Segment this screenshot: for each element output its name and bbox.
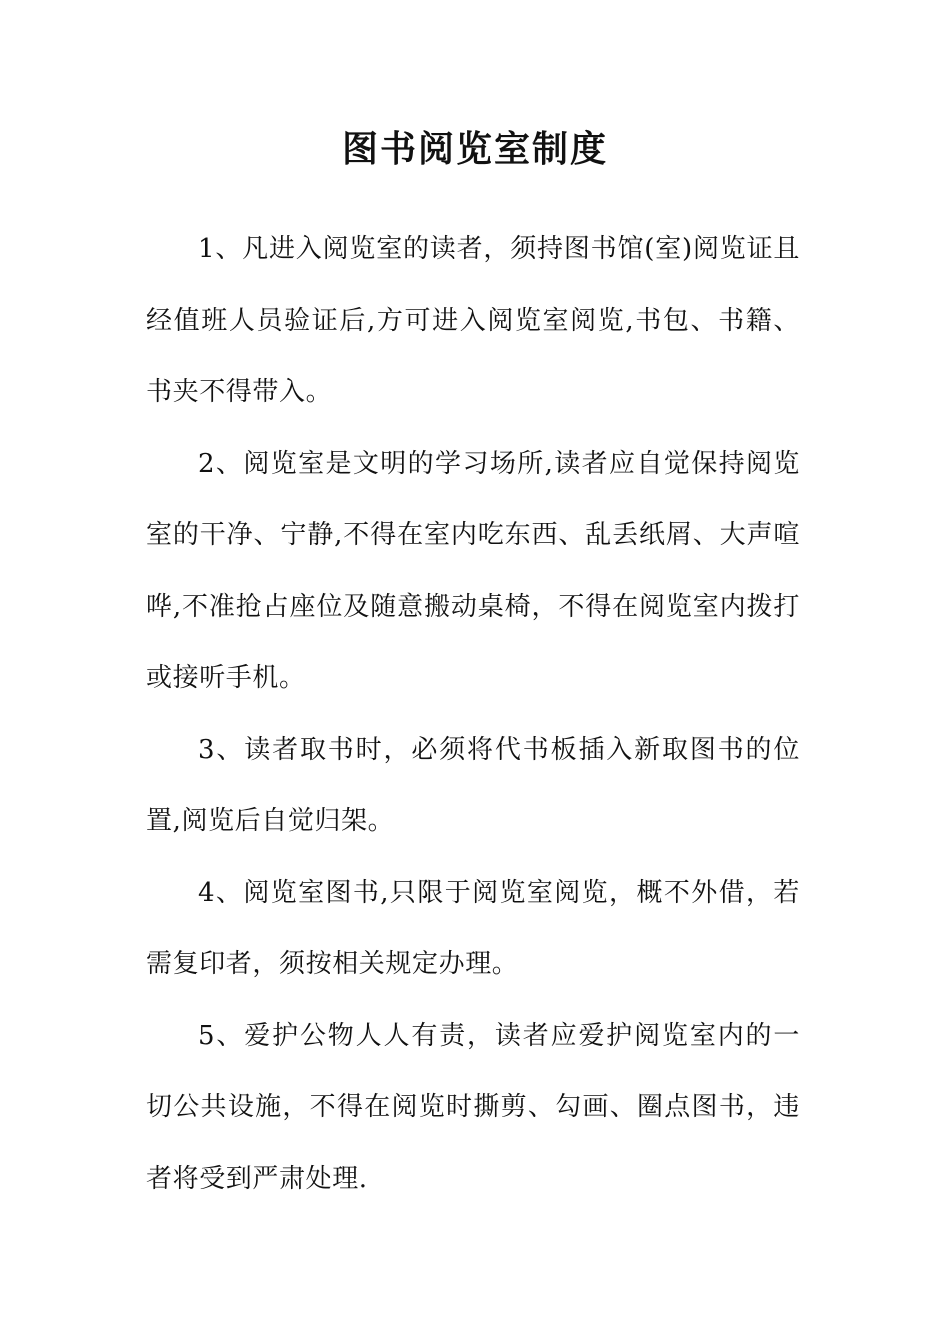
document-body: [146, 214, 800, 1215]
rule-paragraph-4: 4、阅览室图书,只限于阅览室阅览，概不外借，若需复印者，须按相关规定办理。: [146, 877, 800, 979]
rule-paragraph-2: 2、阅览室是文明的学习场所,读者应自觉保持阅览室的干净、宁静,不得在室内吃东西、乱丢纸屑、大声喧哗,不准抢占座位及随意搬动桌椅，不得在阅览室内拨打或接听手机。: [146, 448, 800, 693]
page-title: 图书阅览室制度: [341, 129, 608, 170]
rule-paragraph-1: 1、凡进入阅览室的读者，须持图书馆(室)阅览证且经值班人员验证后,方可进入阅览室阅览,书包、书籍、书夹不得带入。: [146, 234, 800, 407]
rule-paragraph-3: 3、读者取书时，必须将代书板插入新取图书的位置,阅览后自觉归架。: [146, 734, 800, 836]
rule-paragraph-5: 5、爱护公物人人有责，读者应爱护阅览室内的一切公共设施，不得在阅览时撕剪、勾画、圈点图书，违者将受到严肃处理.: [146, 1020, 800, 1194]
